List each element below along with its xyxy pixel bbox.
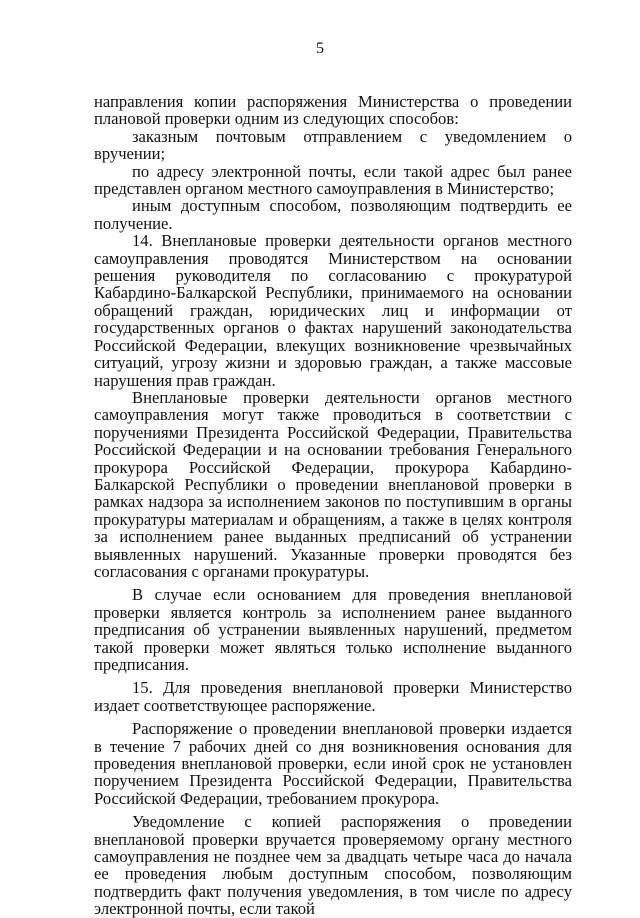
paragraph-postal-mail: заказным почтовым отправлением с уведомлением о вручении; — [94, 126, 572, 164]
paragraph-prescription-control: В случае если основанием для проведения внеплановой проверки является контроль за исполнением ранее выданного предписания об устранении выявленных нарушений, предметом такой проверки может являться только исполнение выданного предписания. — [94, 585, 572, 674]
paragraph-email: по адресу электронной почты, если такой адрес был ранее представлен органом местного самоуправления в Министерство; — [94, 161, 572, 199]
page-number: 5 — [316, 40, 324, 57]
paragraph-notification: Уведомление с копией распоряжения о проведении внеплановой проверки вручается проверяемому органу местного самоуправления не позднее чем за двадцать четыре часа до начала ее проведения любым доступным способом, позволяющим подтвердить факт получения уведомления, в том числе по адресу электронной почты, если такой — [94, 812, 572, 918]
document-body — [94, 93, 572, 918]
paragraph-section-14: 14. Внеплановые проверки деятельности органов местного самоуправления проводятся Министерством на основании решения руководителя по согласованию с прокуратурой Кабардино-Балкарской Республики, принимаемого на основании обращений граждан, юридических лиц и информации от государственных органов о фактах нарушений законодательства Российской Федерации, влекущих возникновение чрезвычайных ситуаций, угрозу жизни и здоровью граждан, а также массовые нарушения прав граждан. — [94, 231, 572, 390]
paragraph-unscheduled-inspections: Внеплановые проверки деятельности органов местного самоуправления могут также проводиться в соответствии с поручениями Президента Российской Федерации, Правительства Российской Федерации и на основании требования Генерального прокурора Российской Федерации, прокурора Кабардино-Балкарской Республики о проведении внеплановой проверки в рамках надзора за исполнением законов по поступившим в органы прокуратуры материалам и обращениям, а также в целях контроля за исполнением ранее выданных предписаний об устранении выявленных нарушений. Указанные проверки проводятся без согласования с органами прокуратуры. — [94, 387, 572, 581]
paragraph-other-method: иным доступным способом, позволяющим подтвердить ее получение. — [94, 196, 572, 233]
paragraph-order-deadline: Распоряжение о проведении внеплановой проверки издается в течение 7 рабочих дней со дня возникновения основания для проведения внеплановой проверки, если иной срок не установлен поручением Президента Российской Федерации, Правительства Российской Федерации, требованием прокурора. — [94, 719, 572, 808]
paragraph-section-15: 15. Для проведения внеплановой проверки Министерство издает соответствующее распоряжение. — [94, 678, 572, 715]
paragraph-delivery-intro: направления копии распоряжения Министерства о проведении плановой проверки одним из следующих способов: — [94, 92, 572, 129]
